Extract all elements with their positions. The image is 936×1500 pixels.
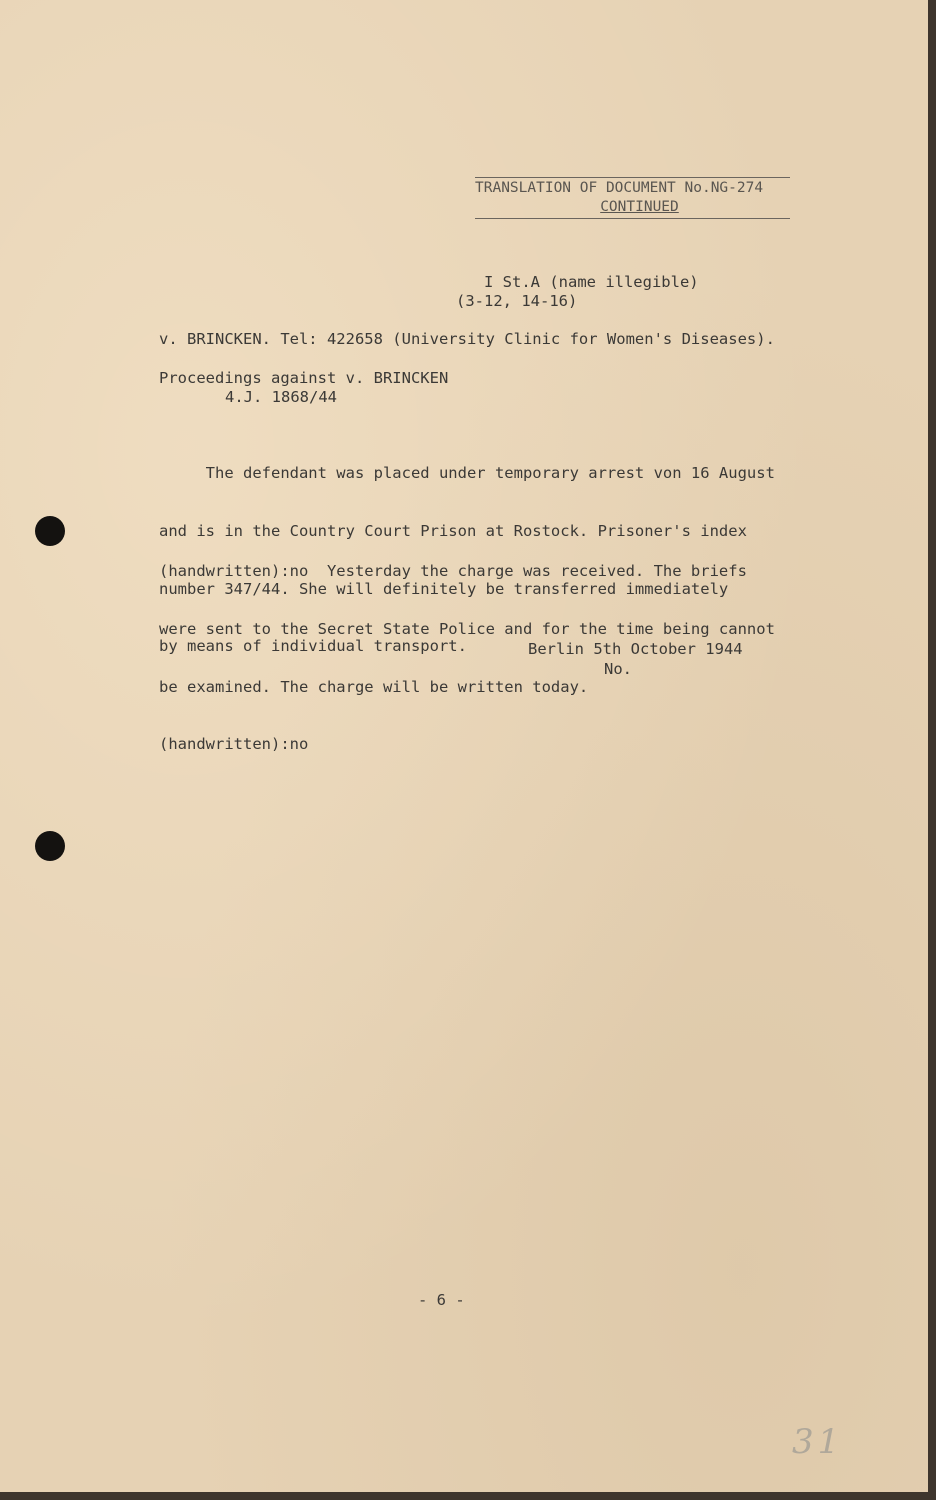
paragraph-arrest-line: The defendant was placed under temporary arrest von 16 August — [159, 464, 775, 483]
signoff-initials: No. — [604, 660, 632, 678]
signoff-place-date: Berlin 5th October 1944 — [528, 640, 743, 658]
page-number: - 6 - — [418, 1291, 465, 1309]
paragraph-charge-line: (handwritten):no Yesterday the charge was received. The briefs — [159, 562, 747, 581]
stamp-line-2: (3-12, 14-16) — [456, 292, 578, 310]
document-header — [475, 177, 790, 219]
paragraph-charge-line: be examined. The charge will be written today. — [159, 677, 589, 696]
punch-hole-lower — [35, 831, 65, 861]
archive-number: 31 — [792, 1422, 844, 1462]
paragraph-arrest-line: and is in the Country Court Prison at Rostock. Prisoner's index — [159, 522, 747, 541]
punch-hole-upper — [35, 516, 65, 546]
proceedings-line-1: Proceedings against v. BRINCKEN — [159, 369, 449, 387]
paragraph-arrest-line: by means of individual transport. — [159, 637, 467, 656]
stamp-line-1: I St.A (name illegible) — [484, 273, 699, 291]
scan-edge-bottom — [0, 1492, 936, 1500]
header-subtitle: CONTINUED — [600, 199, 679, 215]
paragraph-charge-line: (handwritten):no — [159, 735, 309, 754]
scan-edge-right — [928, 0, 936, 1500]
contact-line: v. BRINCKEN. Tel: 422658 (University Clinic for Women's Diseases). — [159, 330, 775, 348]
paragraph-arrest-line: number 347/44. She will definitely be transferred immediately — [159, 579, 729, 598]
proceedings-line-2: 4.J. 1868/44 — [225, 388, 337, 406]
paragraph-charge-line: were sent to the Secret State Police and for the time being cannot — [159, 620, 775, 639]
header-title: TRANSLATION OF DOCUMENT No.NG-274 — [475, 180, 764, 196]
